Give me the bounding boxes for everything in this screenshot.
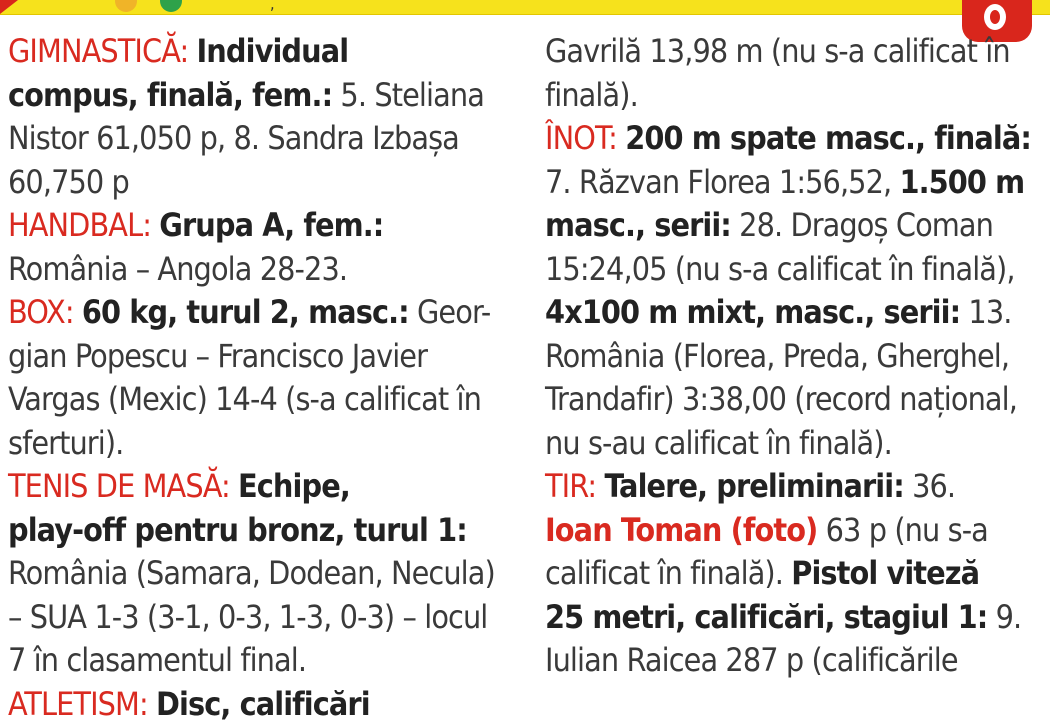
result-text: 13.: [960, 293, 1012, 331]
result-text: 63 p (nu s-a: [817, 510, 988, 549]
sport-tenis-de-masa: TENIS DE MASĂ:: [8, 467, 230, 505]
event-title: Grupa A, fem.:: [159, 206, 384, 244]
event-title: 200 m spate masc., finală:: [625, 119, 1032, 157]
event-title: 4x100 m mixt, masc., serii:: [545, 293, 961, 331]
sport-tir: TIR:: [545, 467, 597, 505]
result-text: Trandafir) 3:38,00 (record național,: [545, 380, 1018, 418]
header-bar: [0, 0, 1050, 15]
result-text: România (Samara, Dodean, Necula): [8, 554, 495, 592]
event-title: Echipe,: [238, 467, 350, 505]
results-column-left: [8, 30, 516, 726]
olympic-ring-yellow-icon: [115, 0, 137, 12]
event-title: Individual: [196, 32, 349, 70]
event-title: compus, finală, fem.:: [8, 75, 333, 114]
sport-handbal: HANDBAL:: [8, 206, 152, 244]
athlete-highlight: Ioan Toman (foto): [545, 510, 818, 549]
result-text: Nistor 61,050 p, 8. Sandra Izbașa: [8, 119, 459, 157]
result-text: România (Florea, Preda, Gherghel,: [545, 336, 1010, 375]
header-red-corner: [0, 0, 18, 14]
result-text: 15:24,05 (nu s-a calificat în finală),: [545, 249, 1015, 288]
event-title: 60 kg, turul 2, masc.:: [81, 293, 409, 331]
sport-box: BOX:: [8, 293, 74, 331]
result-text: calificat în finală).: [545, 554, 792, 592]
event-title: Talere, preliminarii:: [604, 467, 904, 505]
result-text: sferturi).: [8, 423, 124, 462]
result-text: Vargas (Mexic) 14-4 (s-a calificat în: [8, 380, 481, 418]
results-column-right: [545, 30, 1045, 683]
sport-atletism: ATLETISM:: [8, 684, 148, 723]
result-text: Iulian Raicea 287 p (calificările: [545, 641, 958, 679]
sport-inot: ÎNOT:: [545, 119, 617, 157]
result-text: finală).: [545, 75, 638, 114]
event-title: masc., serii:: [545, 206, 731, 244]
header-fragment: ,: [270, 0, 275, 13]
result-text: 28. Dragoș Coman: [730, 206, 994, 244]
result-text: Geor-: [408, 293, 491, 331]
result-text: 7 în clasamentul final.: [8, 641, 307, 679]
olympic-ring-green-icon: [160, 0, 182, 12]
result-text: România – Angola 28-23.: [8, 249, 348, 288]
event-title: Pistol viteză: [791, 554, 980, 592]
result-text: 7. Răzvan Florea 1:56,52,: [545, 162, 900, 201]
result-text: 9.: [987, 597, 1022, 636]
sport-gimnastica: GIMNASTICĂ:: [8, 32, 189, 70]
event-title: 1.500 m: [899, 162, 1025, 201]
event-title: 25 metri, calificări, stagiul 1:: [545, 597, 988, 636]
result-text: 36.: [903, 467, 956, 505]
result-text: gian Popescu – Francisco Javier: [8, 336, 428, 375]
result-text: Gavrilă 13,98 m (nu s-a calificat în: [545, 32, 1010, 70]
event-title: Disc, calificări: [156, 684, 370, 723]
event-title: play-off pentru bronz, turul 1:: [8, 510, 467, 549]
result-text: 5. Steliana: [332, 75, 484, 114]
result-text: 60,750 p: [8, 162, 129, 201]
result-text: nu s-au calificat în finală).: [545, 423, 892, 462]
result-text: – SUA 1-3 (3-1, 0-3, 1-3, 0-3) – locul: [8, 597, 488, 636]
